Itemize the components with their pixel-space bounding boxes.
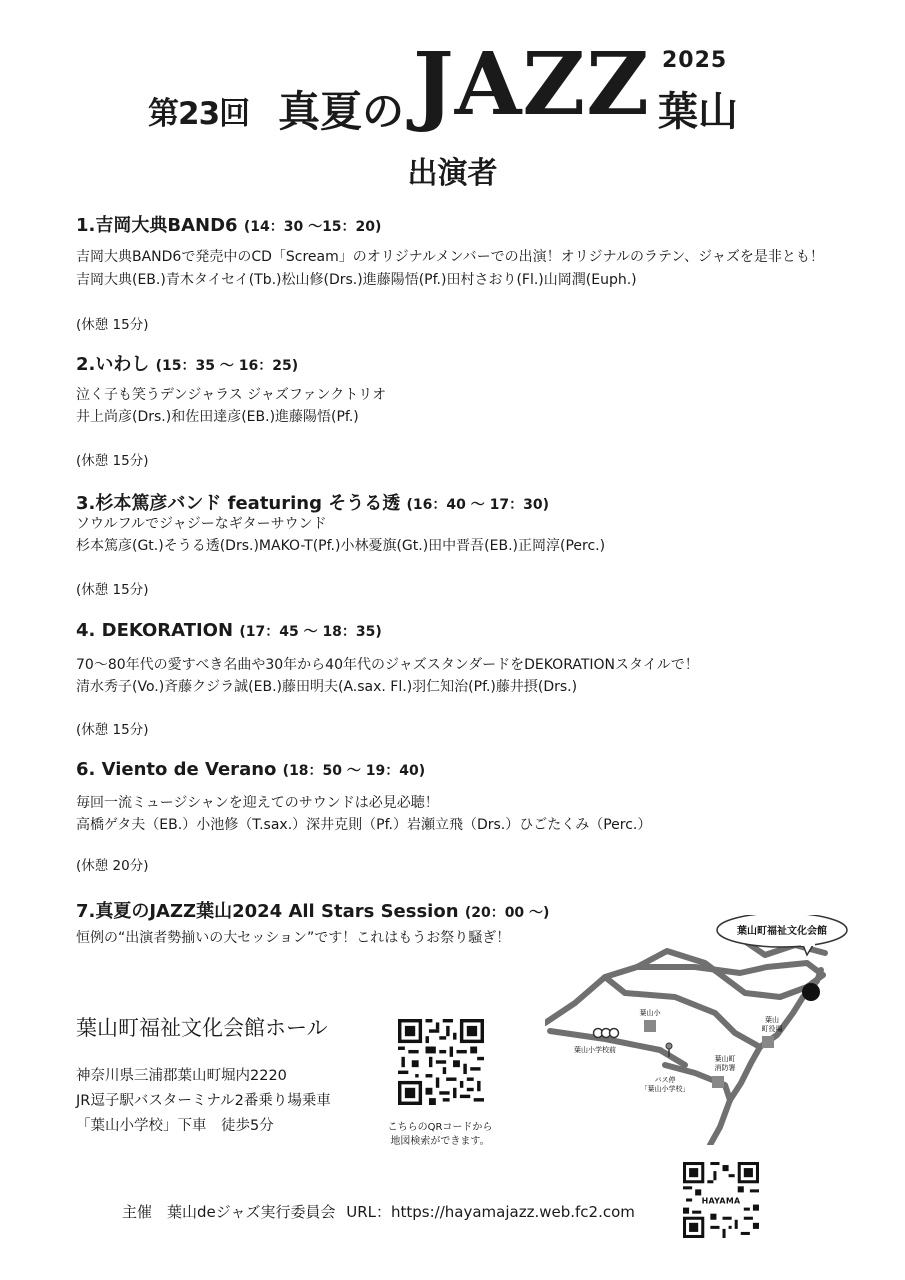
performers-heading: 出演者 xyxy=(407,156,498,191)
act-title xyxy=(76,620,382,641)
act-name: 3.杉本篤彦バンド featuring そうる透 xyxy=(76,493,401,514)
fire-station-label: 葉山町 xyxy=(714,1055,736,1063)
act-time: (16：40 〜 17：30) xyxy=(406,497,550,513)
title-jazz: JAZZ xyxy=(413,34,650,135)
qr-note-line: こちらのQRコードから xyxy=(387,1122,493,1133)
act-members: 杉本篤彦(Gt.)そうる透(Drs.)MAKO-T(Pf.)小林憂旗(Gt.)田中晋吾(EB.)正岡淳(Perc.) xyxy=(76,538,606,554)
act-title xyxy=(76,759,425,780)
edition-number: 第23回 xyxy=(148,96,250,132)
act-description: 恒例の“出演者勢揃いの大セッション”です！これはもうお祭り騒ぎ！ xyxy=(76,930,511,946)
break-note: (休憩 15分) xyxy=(76,582,149,598)
school-label: 葉山小 xyxy=(639,1009,661,1017)
break-note: (休憩 15分) xyxy=(76,317,149,333)
qr-note-line: 地図検索ができます。 xyxy=(390,1136,490,1147)
act-members: 吉岡大典(EB.)青木タイセイ(Tb.)松山修(Drs.)進藤陽悟(Pf.)田村さおり(Fl.)山岡潤(Euph.) xyxy=(76,272,637,288)
act-description: 吉岡大典BAND6で発売中のCD「Scream」のオリジナルメンバーでの出演！オリジナルのラテン、ジャズを是非とも！ xyxy=(76,249,824,265)
act-title xyxy=(76,489,549,515)
website-url[interactable]: URL：https://hayamajazz.web.fc2.com xyxy=(346,1203,635,1221)
venue-access: JR逗子駅バスターミナル2番乗り場乗車 xyxy=(76,1093,331,1109)
act-title xyxy=(76,211,381,237)
break-note: (休憩 20分) xyxy=(76,858,149,874)
act-members: 清水秀子(Vo.)斉藤クジラ誠(EB.)藤田明夫(A.sax. Fl.)羽仁知治(Pf.)藤井摂(Drs.) xyxy=(76,679,578,695)
act-name: 6. Viento de Verano xyxy=(76,759,277,780)
venue-address: 神奈川県三浦郡葉山町堀内2220 xyxy=(76,1068,287,1084)
act-description: 毎回一流ミュージシャンを迎えてのサウンドは必見必聴！ xyxy=(76,795,439,811)
act-time: (20：00 〜) xyxy=(464,905,550,921)
access-map[interactable] xyxy=(545,915,860,1145)
act-time: (18：50 〜 19：40) xyxy=(282,763,426,779)
venue-access-stop: 「葉山小学校」下車 徒歩5分 xyxy=(76,1118,274,1134)
bus-stop-marker xyxy=(594,1029,619,1038)
map-qr-code[interactable] xyxy=(398,1019,484,1105)
act-name: 4. DEKORATION xyxy=(76,620,234,641)
title-year: 2025 xyxy=(662,48,728,73)
act-name: 2.いわし xyxy=(76,354,150,375)
act-time: (14：30 〜15：20) xyxy=(243,219,382,235)
site-qr-code[interactable] xyxy=(683,1162,759,1238)
act-time: (15：35 〜 16：25) xyxy=(155,358,299,374)
qr-note xyxy=(372,1121,508,1149)
break-note: (休憩 15分) xyxy=(76,722,149,738)
title-place: 葉山 xyxy=(658,89,738,135)
fire-station-label: 消防署 xyxy=(714,1064,736,1072)
act-title xyxy=(76,897,549,923)
break-note: (休憩 15分) xyxy=(76,453,149,469)
bus-stop-label-2: 「葉山小学校」 xyxy=(640,1085,690,1093)
act-description: 70〜80年代の愛すべき名曲や30年から40年代のジャズスタンダードをDEKORATIONスタイルで！ xyxy=(76,657,699,673)
fire-station-building xyxy=(712,1076,724,1088)
school-building xyxy=(644,1020,656,1032)
callout-label: 葉山町福祉文化会館 xyxy=(737,926,827,937)
venue-name: 葉山町福祉文化会館ホール xyxy=(76,1016,328,1040)
act-members: 井上尚彦(Drs.)和佐田達彦(EB.)進藤陽悟(Pf.) xyxy=(76,409,359,425)
organizer: 主催 葉山deジャズ実行委員会 xyxy=(122,1203,336,1221)
footer xyxy=(122,1201,635,1222)
act-name: 7.真夏のJAZZ葉山2024 All Stars Session xyxy=(76,901,459,922)
act-name: 1.吉岡大典BAND6 xyxy=(76,215,238,236)
act-description: 泣く子も笑うデンジャラス ジャズファンクトリオ xyxy=(76,387,387,403)
venue-marker[interactable] xyxy=(802,983,820,1001)
act-description: ソウルフルでジャジーなギターサウンド xyxy=(76,516,327,532)
act-title xyxy=(76,350,298,376)
town-hall-building xyxy=(762,1036,774,1048)
title-main: 真夏の xyxy=(278,87,405,136)
qr-logo-text: HAYAMA xyxy=(701,1196,741,1206)
act-time: (17：45 〜 18：35) xyxy=(239,624,382,640)
bus-stop-label-2: バス停 xyxy=(654,1076,676,1084)
bus-stop-label: 葉山小学校前 xyxy=(574,1046,616,1054)
act-members: 高橋ゲタ夫（EB.）小池修（T.sax.）深井克則（Pf.）岩瀬立飛（Drs.）ひごたくみ（Perc.） xyxy=(76,817,652,833)
town-hall-label: 葉山 xyxy=(765,1016,779,1024)
town-hall-label: 町役場 xyxy=(761,1025,783,1033)
